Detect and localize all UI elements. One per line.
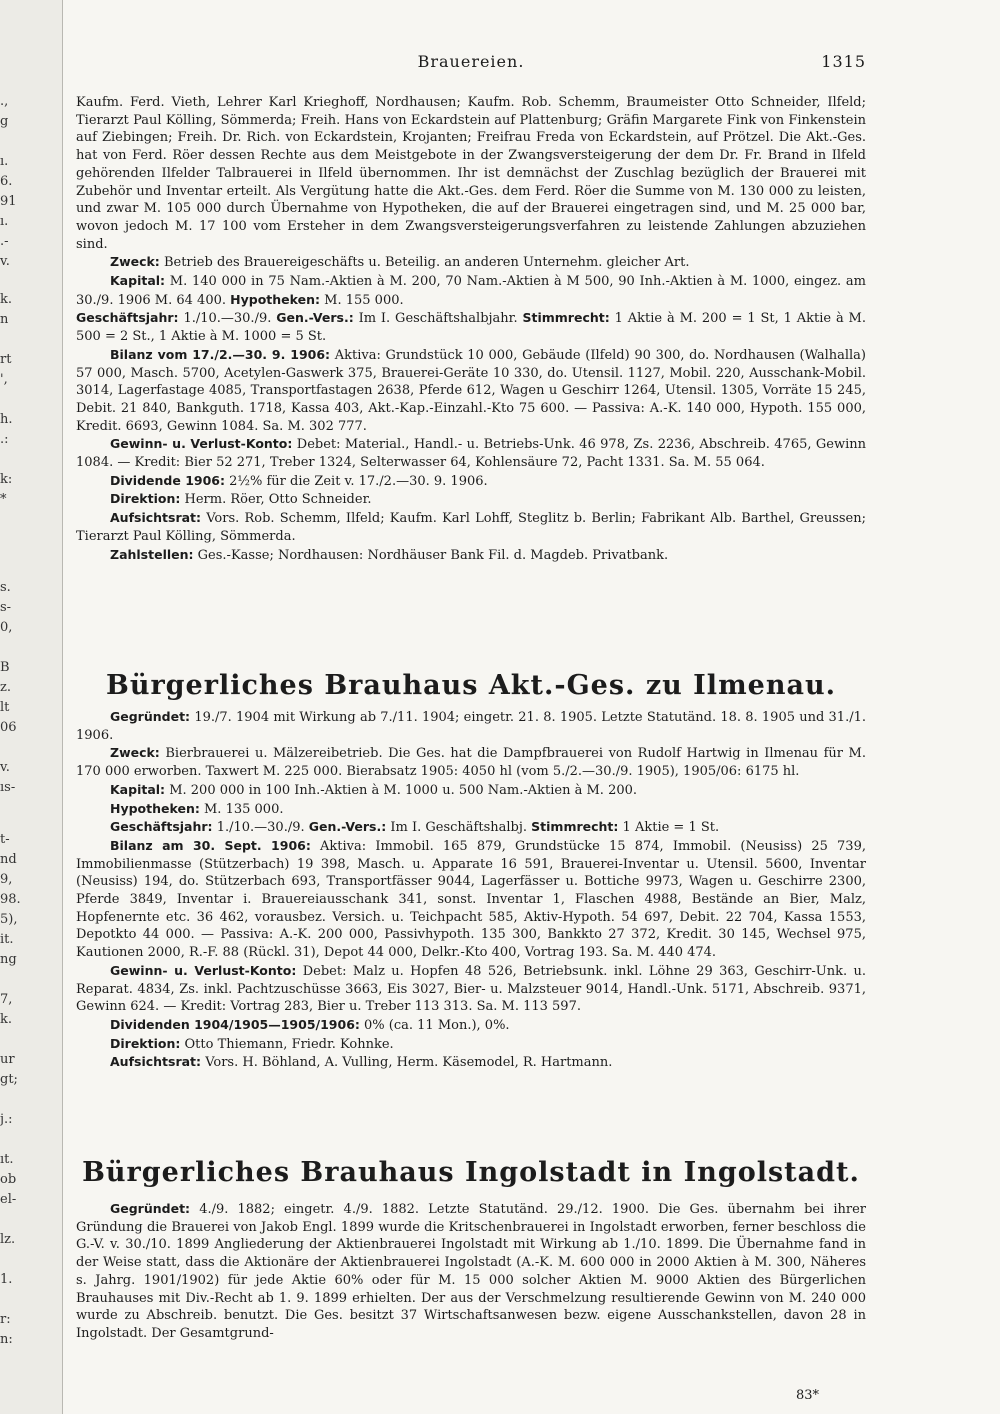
margin-fragment: t- nd 9, 98. 5), it. ng 7, k. (0, 832, 21, 1027)
label-direktion: Direktion: (110, 491, 181, 507)
running-title: Brauereien. (417, 52, 525, 71)
label-hypotheken: Hypotheken: (110, 800, 200, 816)
label-dividende: Dividenden 1904/1905—1905/1906: (110, 1016, 360, 1032)
label-guv: Gewinn- u. Verlust-Konto: (110, 436, 293, 452)
label-bilanz: Bilanz vom 17./2.—30. 9. 1906: (110, 346, 331, 362)
entry-direktion: Direktion: Otto Thiemann, Friedr. Kohnke. (110, 1035, 394, 1052)
label-zweck: Zweck: (110, 254, 160, 270)
label-dividende: Dividende 1906: (110, 472, 225, 488)
entry-zweck: Zweck: Bierbrauerei u. Mälzereibetrieb. Die Ges. hat die Dampfbrauerei von Rudolf Hartwig in Ilmenau für M. 170 000 erworben. Taxwert M. 225 000. Bierabsatz 1905: 4050 hl (vom 5./2.—30./9. 1905), 1905/06: 6175 hl. (76, 745, 866, 780)
entry-guv: Gewinn- u. Verlust-Konto: Debet: Material., Handl.- u. Betriebs-Unk. 46 978, Zs. 2236, Abschreib. 4765, Gewinn 1084. — Kredit: Bier 52 271, Treber 1324, Selterwasser 64, Kohlensäure 72, Pacht 1331. Sa. M. 55 064. (76, 436, 867, 471)
label-gegruendet: Gegründet: (110, 709, 191, 724)
page-number: 1315 (821, 52, 866, 71)
entry-hypotheken: Hypotheken: M. 135 000. (110, 800, 284, 817)
label-direktion: Direktion: (110, 1035, 181, 1051)
margin-fragment: ., g ı. 6. 91 ı. .- v. (0, 94, 17, 269)
label-stimmrecht: Stimmrecht: (522, 310, 610, 326)
margin-fragment: s. s- 0, B z. lt 06 v. ıs- (0, 580, 17, 795)
label-aufsichtsrat: Aufsichtsrat: (110, 510, 202, 526)
label-geschaeftsjahr: Geschäftsjahr: (76, 310, 179, 326)
entry-zahlstellen: Zahlstellen: Ges.-Kasse; Nordhausen: Nordhäuser Bank Fil. d. Magdeb. Privatbank. (110, 546, 669, 563)
label-gegruendet: Gegründet: (110, 1201, 191, 1216)
label-hypotheken: Hypotheken: (230, 291, 321, 307)
label-kapital: Kapital: (110, 781, 166, 797)
margin-fragment: k. n rt ', h. .: k: * (0, 292, 13, 507)
left-page-edge (0, 0, 63, 1414)
margin-fragment: ur gt; j.: ıt. ob el- lz. 1. r: n: (0, 1052, 18, 1347)
entry-kapital: Kapital: M. 140 000 in 75 Nam.-Aktien à M. 200, 70 Nam.-Aktien à M 500, 90 Inh.-Aktien à M. 1000, eingez. am 30./9. 1906 M. 64 400. Hypotheken: M. 155 000. (76, 273, 866, 308)
entry-gegruendet: Gegründet: 19./7. 1904 mit Wirkung ab 7./11. 1904; eingetr. 21. 8. 1905. Letzte Statutänd. 18. 8. 1905 und 31./1. 1906. (76, 709, 866, 743)
entry-bilanz: Bilanz vom 17./2.—30. 9. 1906: Aktiva: Grundstück 10 000, Gebäude (Ilfeld) 90 300, do. Nordhausen (Walhalla) 57 000, Masch. 5700, Acetylen-Gaswerk 375, Brauerei-Geräte 10 330, do. Utensil. 1127, Mobil. 220, Ausschank-Mobil. 3014, Lagerfastage 4085, Transportfastagen 2638, Pferde 612, Wagen u Geschirr 1264, Utensil. 1305, Vorräte 15 245, Debit. 21 840, Bankguth. 1718, Kassa 403, Akt.-Kap.-Einzahl.-Kto 75 600. — Passiva: A.-K. 140 000, Hypoth. 155 000, Kredit. 6693, Gewinn 1084. Sa. M. 302 777. (76, 346, 866, 434)
label-zweck: Zweck: (110, 745, 160, 761)
company-heading-ingolstadt: Bürgerliches Brauhaus Ingolstadt in Ingolstadt. (82, 1157, 860, 1188)
entry-geschaeftsjahr: Geschäftsjahr: 1./10.—30./9. Gen.-Vers.: Im I. Geschäftshalbj. Stimmrecht: 1 Aktie = 1 St. (110, 819, 720, 836)
label-stimmrecht: Stimmrecht: (531, 819, 619, 835)
section-ilmenau (76, 708, 866, 1072)
entry-kapital: Kapital: M. 200 000 in 100 Inh.-Aktien à M. 1000 u. 500 Nam.-Aktien à M. 200. (110, 781, 638, 798)
entry-direktion: Direktion: Herm. Röer, Otto Schneider. (110, 491, 372, 508)
entry-dividende: Dividende 1906: 2½% für die Zeit v. 17./2.—30. 9. 1906. (110, 472, 488, 489)
entry-zweck: Zweck: Betrieb des Brauereigeschäfts u. Beteilig. an anderen Unternehm. gleicher Art. (110, 254, 690, 271)
label-genvers: Gen.-Vers.: (308, 819, 387, 835)
label-aufsichtsrat: Aufsichtsrat: (110, 1054, 202, 1070)
section-continued-entry (76, 94, 866, 564)
label-zahlstellen: Zahlstellen: (110, 546, 194, 562)
label-genvers: Gen.-Vers.: (276, 310, 354, 326)
running-header (76, 52, 866, 76)
entry-aufsichtsrat: Aufsichtsrat: Vors. H. Böhland, A. Vulling, Herm. Käsemodel, R. Hartmann. (110, 1054, 613, 1071)
company-heading-ilmenau: Bürgerliches Brauhaus Akt.-Ges. zu Ilmenau. (106, 670, 836, 701)
label-geschaeftsjahr: Geschäftsjahr: (110, 819, 213, 835)
section-ingolstadt (76, 1200, 866, 1343)
entry-aufsichtsrat: Aufsichtsrat: Vors. Rob. Schemm, Ilfeld; Kaufm. Karl Lohff, Steglitz b. Berlin; Fabrikant Alb. Barthel, Greussen; Tierarzt Paul Kölling, Sömmerda. (76, 510, 866, 544)
label-guv: Gewinn- u. Verlust-Konto: (110, 962, 297, 978)
entry-guv: Gewinn- u. Verlust-Konto: Debet: Malz u. Hopfen 48 526, Betriebsunk. inkl. Löhne 29 363, Geschirr-Unk. u. Reparat. 4834, Zs. inkl. Pachtzuschüsse 3663, Eis 3027, Bier- u. Malzsteuer 9014, Handl.-Unk. 5171, Abschreib. 9371, Gewinn 624. — Kredit: Vortrag 283, Bier u. Treber 113 313. Sa. M. 113 597. (76, 962, 867, 1015)
signature-mark: 83* (796, 1388, 820, 1403)
entry-geschaeftsjahr: Geschäftsjahr: 1./10.—30./9. Gen.-Vers.: Im I. Geschäftshalbjahr. Stimmrecht: 1 Aktie à M. 200 = 1 St, 1 Aktie à M. 500 = 2 St., 1 Aktie à M. 1000 = 5 St. (76, 310, 867, 345)
entry-gegruendet: Gegründet: 4./9. 1882; eingetr. 4./9. 1882. Letzte Statutänd. 29./12. 1900. Die Ges. übernahm bei ihrer Gründung die Brauerei von Jakob Engl. 1899 wurde die Kritschenbrauerei in Ingolstadt erworben, ferner beschloss die G.-V. v. 30./10. 1899 Angliederung der Aktienbrauerei Ingolstadt mit Wirkung ab 1./10. 1899. Die Übernahme fand in der Weise statt, dass die Aktionäre der Aktienbrauerei Ingolstadt (A.-K. M. 600 000 in 2000 Aktien à M. 300, Näheres s. Jahrg. 1901/1902) für jede Aktie 60% oder für M. 15 000 solcher Aktien M. 9000 Aktien des Bürgerlichen Brauhauses mit Div.-Recht ab 1. 9. 1899 erhielten. Der aus der Verschmelzung resultierende Gewinn von M. 240 000 wurde zu Abschreib. benutzt. Die Ges. besitzt 37 Wirtschaftsanwesen bezw. eigene Ausschankstellen, davon 28 in Ingolstadt. Der Gesamtgrund- (76, 1201, 866, 1341)
entry-dividende: Dividenden 1904/1905—1905/1906: 0% (ca. 11 Mon.), 0%. (110, 1016, 510, 1033)
entry-bilanz: Bilanz am 30. Sept. 1906: Aktiva: Immobil. 165 879, Grundstücke 15 874, Immobil. (Neusiss) 25 739, Immobilienmasse (Stützerbach) 19 398, Masch. u. Apparate 16 591, Brauerei-Inventar u. Utensil. 5600, Inventar (Neusiss) 194, do. Stützerbach 693, Transportfässer 9044, Lagerfässer u. Bottiche 9973, Wagen u. Geschirre 2300, Pferde 3849, Inventar i. Brauereiausschank 341, sonst. Inventar 1, Flaschen 4988, Bestände an Bier, Malz, Hopfenernte etc. 36 462, vorausbez. Versich. u. Teichpacht 585, Aktiv-Hypoth. 54 697, Debit. 22 704, Kassa 1553, Depotkto 44 000. — Passiva: A.-K. 200 000, Passivhypoth. 135 300, Bankkto 27 372, Kredit. 30 145, Wechsel 975, Kautionen 2000, R.-F. 88 (Rückl. 31), Depot 44 000, Delkr.-Kto 400, Vortrag 193. Sa. M. 440 474. (76, 837, 866, 961)
entry-intro: Kaufm. Ferd. Vieth, Lehrer Karl Krieghoff, Nordhausen; Kaufm. Rob. Schemm, Braumeister Otto Schneider, Ilfeld; Tierarzt Paul Kölling, Sömmerda; Freih. Hans von Eckardstein auf Plattenburg; Gräfin Margarete Fink von Finkenstein auf Ziebingen; Freih. Dr. Rich. von Eckardstein, Krojanten; Freifrau Freda von Eckardstein, auf Prötzel. Die Akt.-Ges. hat von Ferd. Röer dessen Rechte aus dem Meistgebote in der Zwangsversteigerung der dem Dr. Fr. Brand in Ilfeld gehörenden Ilfelder Talbrauerei in Ilfeld übernommen. Ihr ist demnächst der Zuschlag bezüglich der Brauerei mit Zubehör und Inventar erteilt. Als Vergütung hatte die Akt.-Ges. dem Ferd. Röer die Summe von M. 130 000 zu leisten, und zwar M. 105 000 durch Übernahme von Hypotheken, die auf der Brauerei eingetragen sind, und M. 25 000 bar, wovon jedoch M. 17 100 vom Ersteher in dem Zwangsversteigerungsverfahren zu leistende Zahlungen abzuziehen sind. (76, 95, 866, 252)
label-bilanz: Bilanz am 30. Sept. 1906: (110, 837, 311, 853)
label-kapital: Kapital: (110, 273, 166, 289)
